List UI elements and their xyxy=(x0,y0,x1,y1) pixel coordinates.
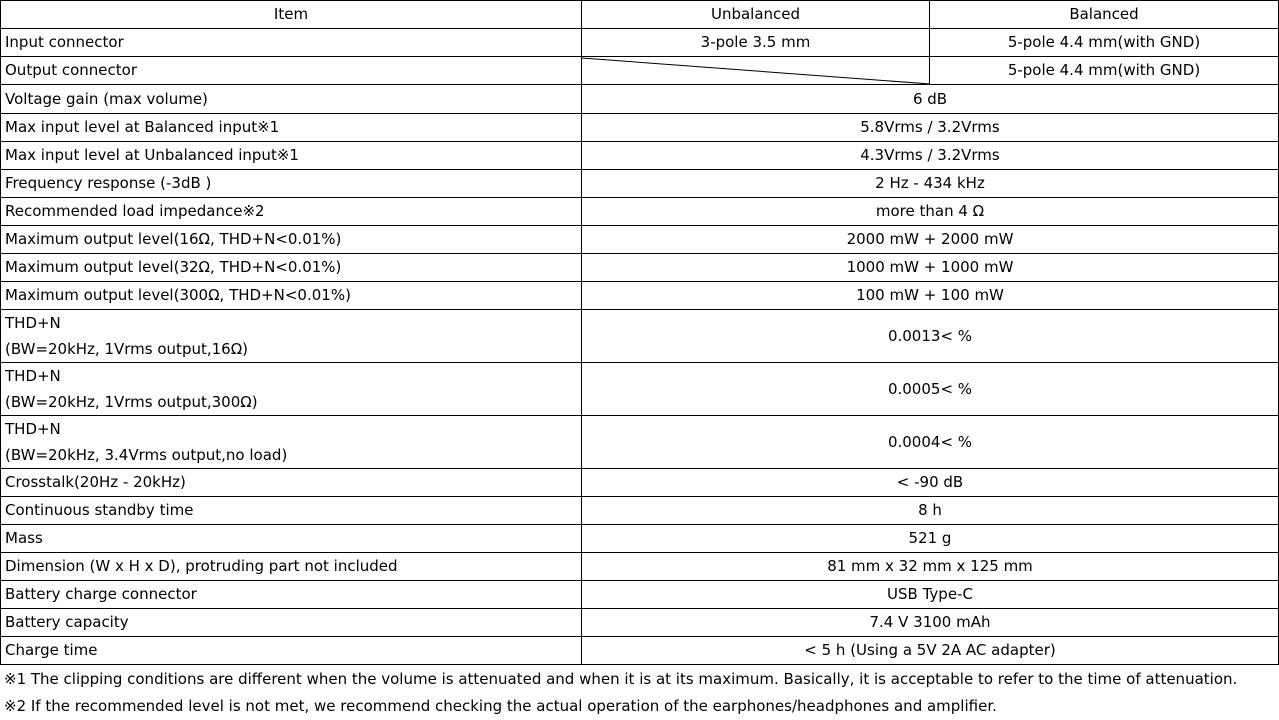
row-label-line2: (BW=20kHz, 3.4Vrms output,no load) xyxy=(5,446,288,464)
row-label: Recommended load impedance※2 xyxy=(1,198,582,226)
row-value: < 5 h (Using a 5V 2A AC adapter) xyxy=(582,637,1279,665)
table-row xyxy=(1,114,1279,142)
row-value: 2 Hz - 434 kHz xyxy=(582,170,1279,198)
footnotes xyxy=(4,666,1237,720)
row-label: Crosstalk(20Hz - 20kHz) xyxy=(1,469,582,497)
table-row xyxy=(1,416,1279,469)
row-value: 0.0005< % xyxy=(582,363,1279,416)
table-row xyxy=(1,282,1279,310)
header-balanced: Balanced xyxy=(930,1,1279,29)
row-label: Maximum output level(300Ω, THD+N<0.01%) xyxy=(1,282,582,310)
not-applicable-cell xyxy=(582,57,930,85)
row-value: 5.8Vrms / 3.2Vrms xyxy=(582,114,1279,142)
row-label: Battery capacity xyxy=(1,609,582,637)
row-label xyxy=(1,363,582,416)
table-row xyxy=(1,609,1279,637)
table-row xyxy=(1,469,1279,497)
row-value: 6 dB xyxy=(582,85,1279,114)
table-row xyxy=(1,254,1279,282)
row-label: Output connector xyxy=(1,57,582,85)
row-label-line1: THD+N xyxy=(5,420,61,438)
row-value: 7.4 V 3100 mAh xyxy=(582,609,1279,637)
table-row xyxy=(1,525,1279,553)
row-value-balanced: 5-pole 4.4 mm(with GND) xyxy=(930,29,1279,57)
row-value: USB Type-C xyxy=(582,581,1279,609)
header-unbalanced: Unbalanced xyxy=(582,1,930,29)
table-row xyxy=(1,553,1279,581)
row-value: 4.3Vrms / 3.2Vrms xyxy=(582,142,1279,170)
row-value: 2000 mW + 2000 mW xyxy=(582,226,1279,254)
row-label xyxy=(1,310,582,363)
row-label: Dimension (W x H x D), protruding part not included xyxy=(1,553,582,581)
row-label: Input connector xyxy=(1,29,582,57)
table-row xyxy=(1,198,1279,226)
table-header-row xyxy=(1,1,1279,29)
row-label: Mass xyxy=(1,525,582,553)
row-label xyxy=(1,416,582,469)
row-value: < -90 dB xyxy=(582,469,1279,497)
row-value: 100 mW + 100 mW xyxy=(582,282,1279,310)
diagonal-line xyxy=(582,57,930,84)
row-label-line2: (BW=20kHz, 1Vrms output,300Ω) xyxy=(5,393,258,411)
row-value-balanced: 5-pole 4.4 mm(with GND) xyxy=(930,57,1279,85)
table-row xyxy=(1,29,1279,57)
row-label: Continuous standby time xyxy=(1,497,582,525)
table-row xyxy=(1,497,1279,525)
row-label: Frequency response (-3dB ) xyxy=(1,170,582,198)
row-label: Max input level at Unbalanced input※1 xyxy=(1,142,582,170)
table-row xyxy=(1,85,1279,114)
table-row xyxy=(1,581,1279,609)
row-label-line2: (BW=20kHz, 1Vrms output,16Ω) xyxy=(5,340,249,358)
row-label-line1: THD+N xyxy=(5,314,61,332)
table-row xyxy=(1,57,1279,85)
row-label: Max input level at Balanced input※1 xyxy=(1,114,582,142)
row-label: Maximum output level(32Ω, THD+N<0.01%) xyxy=(1,254,582,282)
row-label: Voltage gain (max volume) xyxy=(1,85,582,114)
row-value: 521 g xyxy=(582,525,1279,553)
row-label: Maximum output level(16Ω, THD+N<0.01%) xyxy=(1,226,582,254)
table-row xyxy=(1,363,1279,416)
row-value: 8 h xyxy=(582,497,1279,525)
table-row xyxy=(1,142,1279,170)
row-value: 0.0013< % xyxy=(582,310,1279,363)
row-value-unbalanced: 3-pole 3.5 mm xyxy=(582,29,930,57)
row-label: Battery charge connector xyxy=(1,581,582,609)
table-row xyxy=(1,226,1279,254)
table-row xyxy=(1,170,1279,198)
header-item: Item xyxy=(1,1,582,29)
row-label: Charge time xyxy=(1,637,582,665)
footnote-1: ※1 The clipping conditions are different when the volume is attenuated and when it is at its maximum. Basically, it is acceptable to refer to the time of attenuation. xyxy=(4,670,1238,688)
row-value: 0.0004< % xyxy=(582,416,1279,469)
row-label-line1: THD+N xyxy=(5,367,61,385)
footnote-2: ※2 If the recommended level is not met, we recommend checking the actual operation of the earphones/headphones and amplifier. xyxy=(4,697,997,715)
row-value: 81 mm x 32 mm x 125 mm xyxy=(582,553,1279,581)
row-value: 1000 mW + 1000 mW xyxy=(582,254,1279,282)
table-row xyxy=(1,310,1279,363)
table-row xyxy=(1,637,1279,665)
row-value: more than 4 Ω xyxy=(582,198,1279,226)
